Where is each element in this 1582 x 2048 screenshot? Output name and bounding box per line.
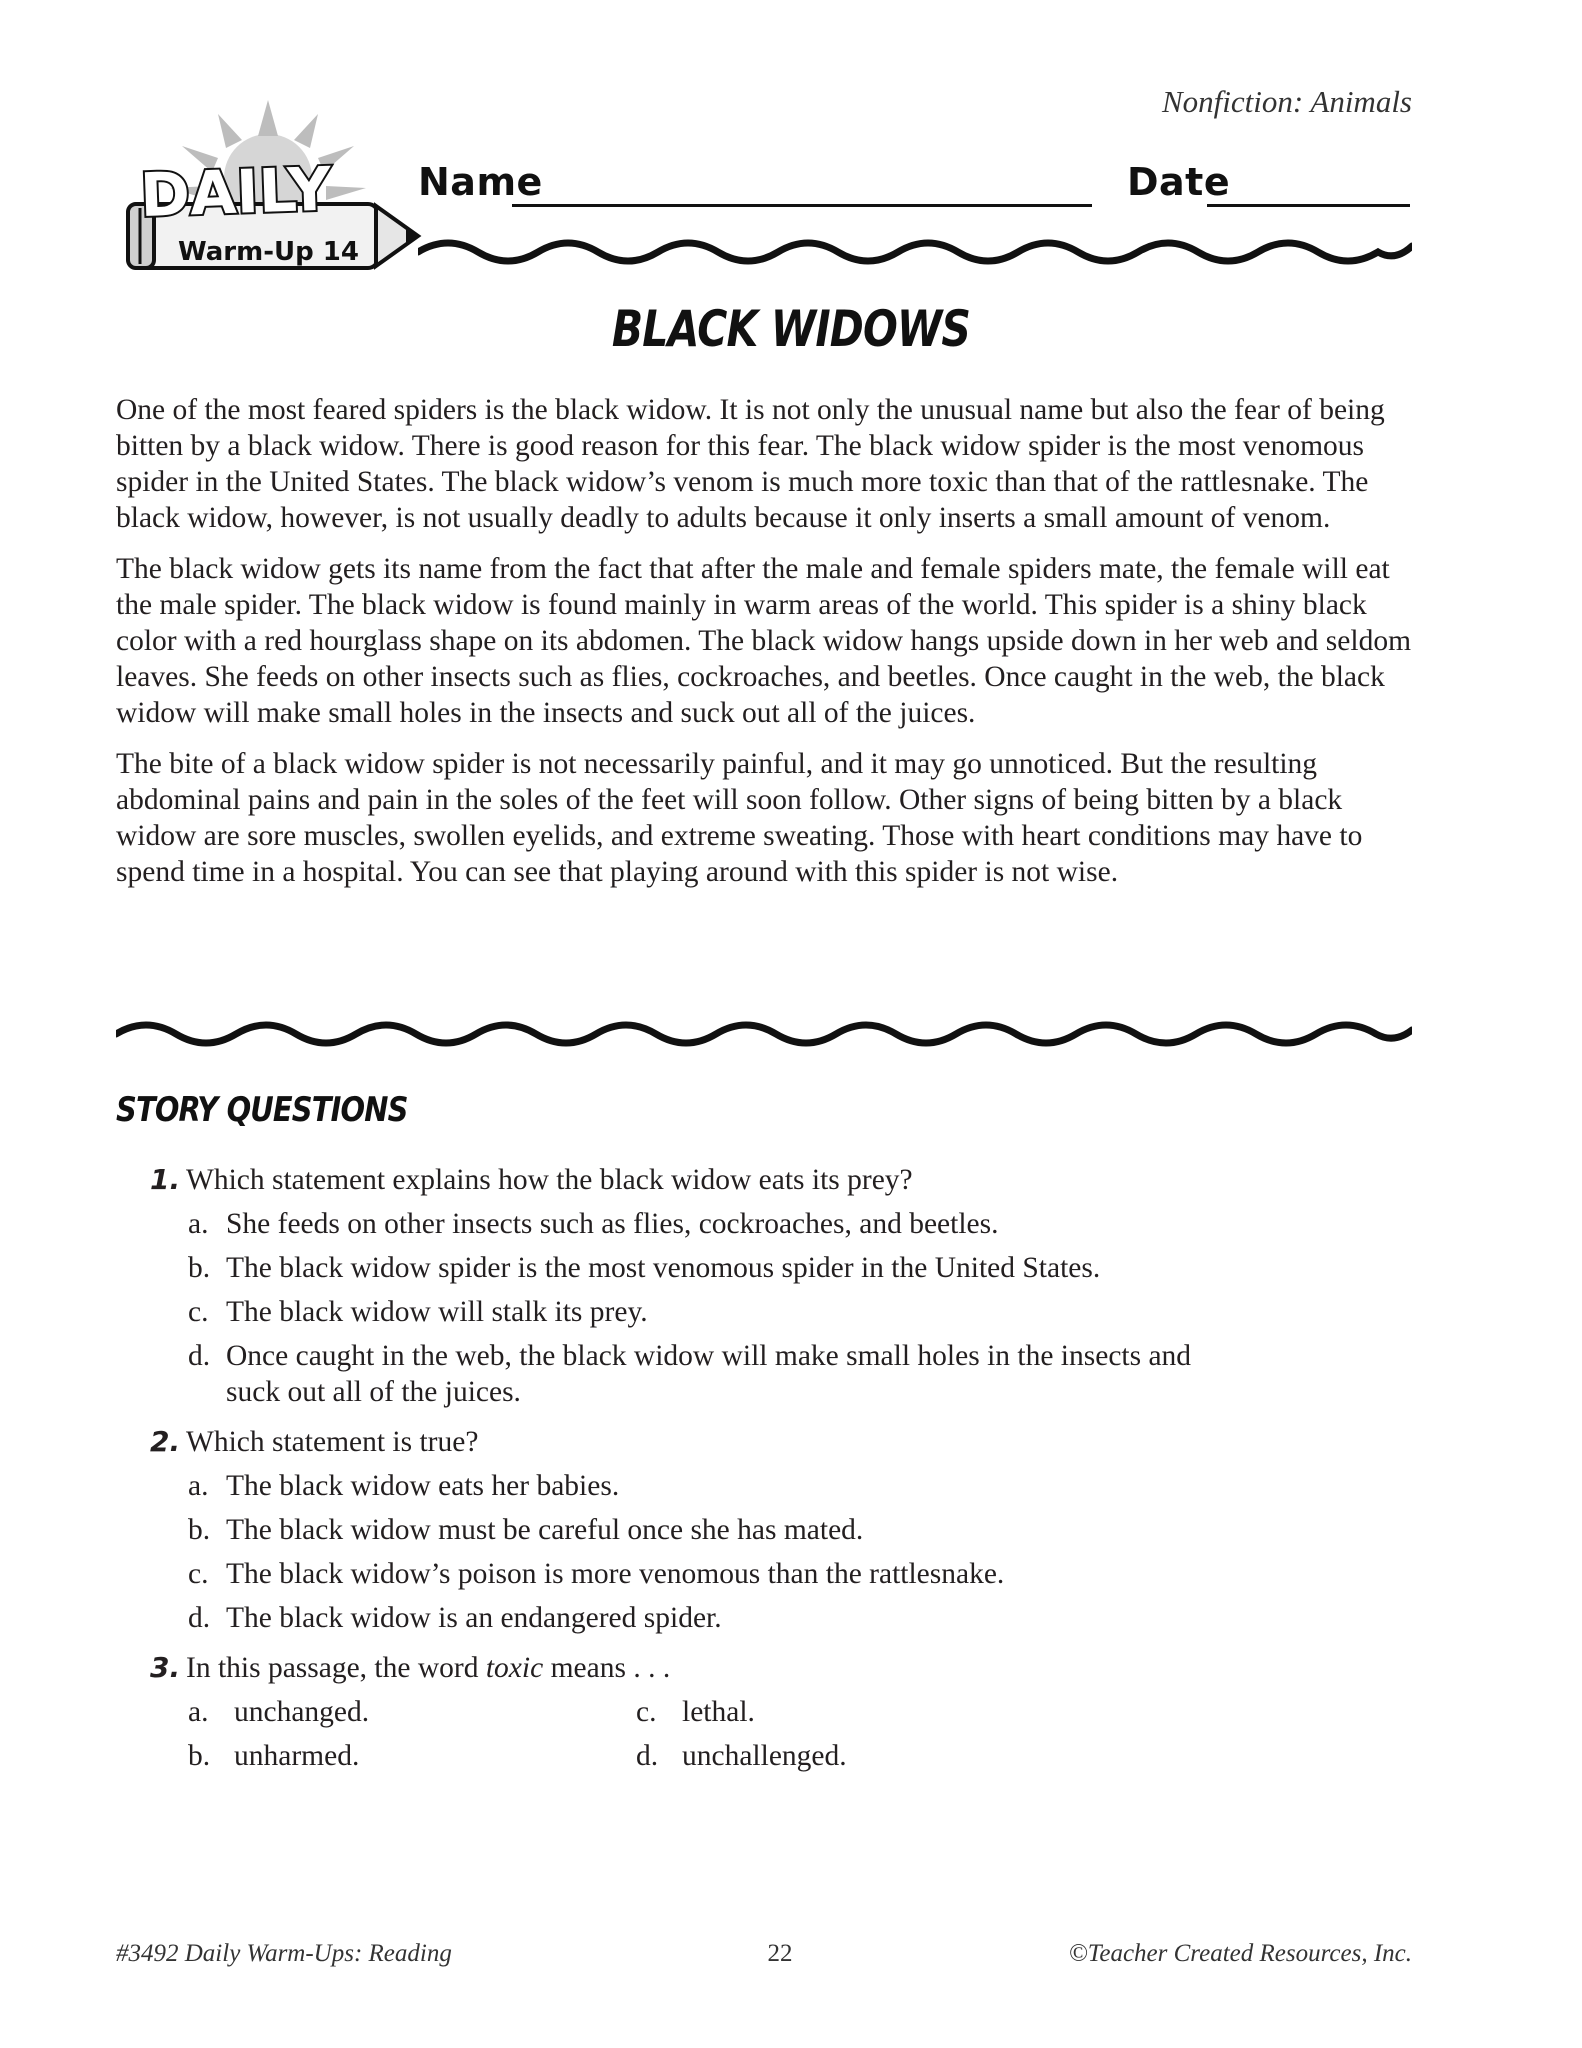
option-text: The black widow spider is the most venomous spider in the United States.	[226, 1252, 1101, 1284]
questions-list	[150, 1162, 1300, 1788]
option-text: Once caught in the web, the black widow will make small holes in the insects and suck out all of the juices.	[226, 1340, 1192, 1408]
option-text: unchallenged.	[682, 1740, 847, 1772]
option-text: lethal.	[682, 1696, 755, 1728]
option-letter: d.	[188, 1602, 211, 1634]
option-text: The black widow must be careful once she has mated.	[226, 1514, 864, 1546]
footer-book-title: #3492 Daily Warm-Ups: Reading	[116, 1940, 452, 1967]
option-letter: d.	[188, 1340, 211, 1372]
passage-paragraph: One of the most feared spiders is the black widow. It is not only the unusual name but also the fear of being bitten by a black widow. There is good reason for this fear. The black widow spider is the most venomous spider in the United States. The black widow’s venom is much more toxic than that of the rattlesnake. The black widow, however, is not usually deadly to adults because it only inserts a small amount of venom.	[116, 394, 1385, 534]
name-label: Name	[418, 160, 543, 204]
date-input-line[interactable]	[1207, 204, 1410, 207]
option-letter: a.	[188, 1208, 209, 1240]
questions-heading: STORY QUESTIONS	[116, 1090, 408, 1130]
answer-option[interactable]	[188, 1512, 1300, 1548]
option-text: The black widow is an endangered spider.	[226, 1602, 722, 1634]
answer-option[interactable]	[188, 1206, 1300, 1242]
option-text: The black widow eats her babies.	[226, 1470, 620, 1502]
option-letter: c.	[188, 1296, 209, 1328]
name-input-line[interactable]	[512, 204, 1092, 207]
option-letter: d.	[636, 1740, 659, 1772]
question-stem	[186, 1650, 670, 1686]
option-letter: b.	[188, 1514, 211, 1546]
option-text: The black widow’s poison is more venomous than the rattlesnake.	[226, 1558, 1005, 1590]
option-letter: b.	[188, 1740, 211, 1772]
logo-word: DAILY	[138, 154, 333, 232]
answer-option[interactable]	[188, 1338, 1238, 1410]
date-label: Date	[1127, 160, 1231, 204]
page-title: BLACK WIDOWS	[611, 300, 971, 358]
question-stem: Which statement is true?	[186, 1426, 479, 1458]
footer-copyright: ©Teacher Created Resources, Inc.	[1068, 1940, 1412, 1967]
question-2	[150, 1424, 1300, 1636]
question-1	[150, 1162, 1300, 1410]
option-letter: a.	[188, 1470, 209, 1502]
question-stem: Which statement explains how the black widow eats its prey?	[186, 1164, 913, 1196]
stem-part: In this passage, the word	[186, 1652, 486, 1684]
option-letter: c.	[636, 1696, 657, 1728]
question-number: 3.	[150, 1651, 181, 1684]
daily-warmup-logo	[118, 100, 438, 290]
header-wave-divider	[418, 226, 1412, 272]
option-text: The black widow will stalk its prey.	[226, 1296, 648, 1328]
answer-option[interactable]	[636, 1694, 1036, 1730]
stem-keyword: toxic	[485, 1652, 544, 1684]
stem-part: means . . .	[543, 1652, 671, 1684]
passage-paragraph: The bite of a black widow spider is not necessarily painful, and it may go unnoticed. But the resulting abdominal pains and pain in the soles of the feet will soon follow. Other signs of being bitten by a black widow are sore muscles, swollen eyelids, and extreme sweating. Those with heart conditions may have to spend time in a hospital. You can see that playing around with this spider is not wise.	[116, 748, 1363, 888]
question-number: 1.	[150, 1163, 181, 1196]
logo-subtitle: Warm-Up 14	[178, 237, 359, 267]
passage-paragraph: The black widow gets its name from the fact that after the male and female spiders mate, the female will eat the male spider. The black widow is found mainly in warm areas of the world. This spider is a shiny black color with a red hourglass shape on its abdomen. The black widow hangs upside down in her web and seldom leaves. She feeds on other insects such as flies, cockroaches, and beetles. Once caught in the web, the black widow will make small holes in the insects and suck out all of the juices.	[116, 553, 1412, 729]
option-letter: b.	[188, 1252, 211, 1284]
section-wave-divider	[116, 1010, 1412, 1056]
category-label: Nonfiction: Animals	[1161, 84, 1412, 119]
answer-option[interactable]	[188, 1738, 636, 1774]
option-letter: a.	[188, 1696, 209, 1728]
option-letter: c.	[188, 1558, 209, 1590]
answer-option[interactable]	[188, 1250, 1300, 1286]
question-3	[150, 1650, 1300, 1774]
option-text: She feeds on other insects such as flies, cockroaches, and beetles.	[226, 1208, 999, 1240]
option-text: unharmed.	[234, 1740, 360, 1772]
answer-option[interactable]	[188, 1556, 1300, 1592]
question-number: 2.	[150, 1425, 181, 1458]
answer-option[interactable]	[636, 1738, 1036, 1774]
answer-option[interactable]	[188, 1694, 636, 1730]
answer-option[interactable]	[188, 1600, 1300, 1636]
option-text: unchanged.	[234, 1696, 370, 1728]
page-number: 22	[767, 1940, 793, 1967]
answer-option[interactable]	[188, 1468, 1300, 1504]
answer-option[interactable]	[188, 1294, 1300, 1330]
story-passage	[116, 392, 1426, 905]
